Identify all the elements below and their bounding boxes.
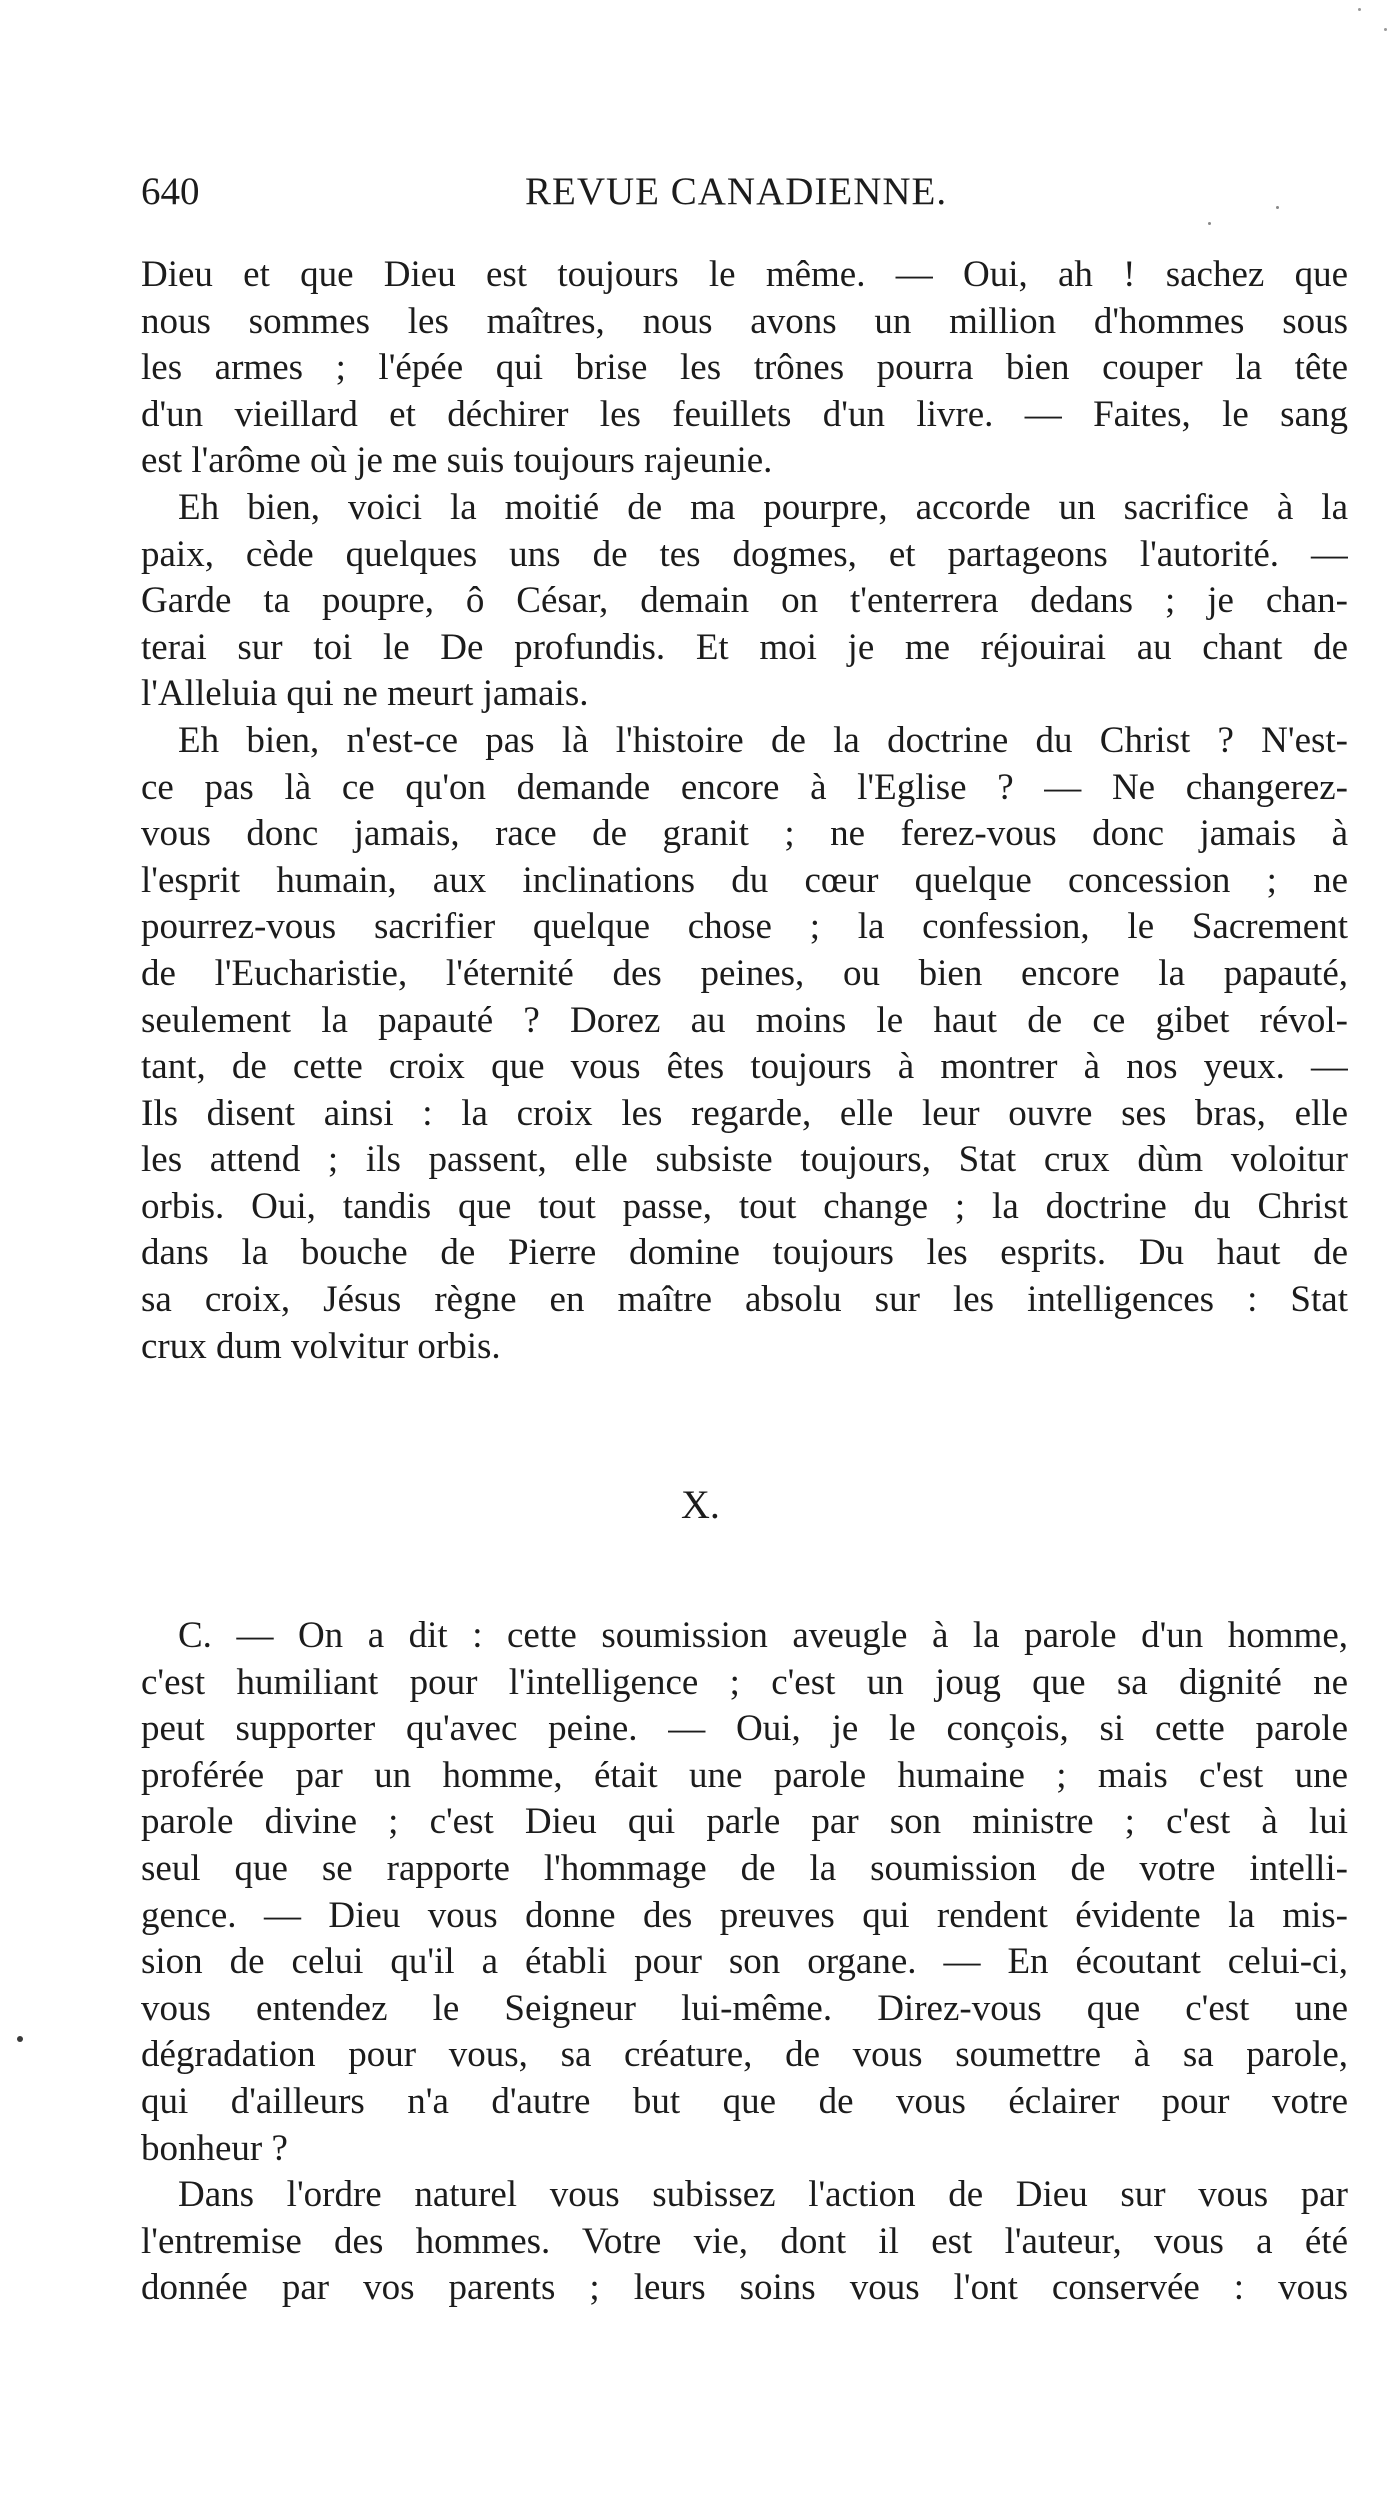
text-line: est l'arôme où je me suis toujours rajeunie. [141,440,773,482]
text-line: terai sur toi le De profundis. Et moi je me réjouirai au chant de [141,626,1348,668]
text-line: orbis. Oui, tandis que tout passe, tout change ; la doctrine du Christ [141,1185,1348,1227]
text-line: nous sommes les maîtres, nous avons un million d'hommes sous [141,300,1348,342]
text-line: C. — On a dit : cette soumission aveugle à la parole d'un homme, [178,1615,1348,1656]
text-line: Garde ta poupre, ô César, demain on t'enterrera dedans ; je chan- [141,580,1348,622]
text-line: donnée par vos parents ; leurs soins vous l'ont conservée : vous [141,2267,1348,2309]
text-line: l'Alleluia qui ne meurt jamais. [141,673,589,715]
text-line: vous donc jamais, race de granit ; ne ferez-vous donc jamais à [141,813,1348,855]
text-line: crux dum volvitur orbis. [141,1325,501,1367]
page-number: 640 [141,170,200,213]
text-line: dans la bouche de Pierre domine toujours les esprits. Du haut de [141,1232,1348,1274]
text-line: seul que se rapporte l'hommage de la soumission de votre intelli- [141,1847,1348,1889]
text-line: les attend ; ils passent, elle subsiste toujours, Stat crux dùm voloitur [141,1139,1348,1181]
ink-speck [1358,8,1361,11]
text-line: Ils disent ainsi : la croix les regarde, elle leur ouvre ses bras, elle [141,1092,1348,1134]
text-line: seulement la papauté ? Dorez au moins le haut de ce gibet révol- [141,999,1348,1041]
text-line: parole divine ; c'est Dieu qui parle par son ministre ; c'est à lui [141,1801,1348,1843]
text-line: sa croix, Jésus règne en maître absolu sur les intelligences : Stat [141,1279,1348,1321]
text-block-before [141,252,1348,1370]
text-line: l'entremise des hommes. Votre vie, dont il est l'auteur, vous a été [141,2220,1348,2262]
text-line: gence. — Dieu vous donne des preuves qui rendent évidente la mis- [141,1894,1348,1936]
text-line: Dieu et que Dieu est toujours le même. — Oui, ah ! sachez que [141,254,1348,295]
text-line: pourrez-vous sacrifier quelque chose ; la confession, le Sacrement [141,906,1348,948]
text-line: vous entendez le Seigneur lui-même. Direz-vous que c'est une [141,1987,1348,2029]
text-line: sion de celui qu'il a établi pour son organe. — En écoutant celui-ci, [141,1941,1348,1983]
section-heading: X. [681,1482,720,1527]
text-line: paix, cède quelques uns de tes dogmes, et partageons l'autorité. — [141,533,1348,575]
text-line: bonheur ? [141,2127,288,2169]
text-line: tant, de cette croix que vous êtes toujours à montrer à nos yeux. — [141,1046,1348,1088]
text-line: Eh bien, voici la moitié de ma pourpre, accorde un sacrifice à la [178,486,1348,528]
text-line: Eh bien, n'est-ce pas là l'histoire de la doctrine du Christ ? N'est- [178,719,1348,761]
text-line: ce pas là ce qu'on demande encore à l'Eglise ? — Ne changerez- [141,766,1348,808]
text-block-after [141,1613,1348,2312]
text-line: l'esprit humain, aux inclinations du cœur quelque concession ; ne [141,859,1348,901]
text-line: proférée par un homme, était une parole humaine ; mais c'est une [141,1754,1348,1796]
text-line: Dans l'ordre naturel vous subissez l'action de Dieu sur vous par [178,2174,1348,2216]
text-line: qui d'ailleurs n'a d'autre but que de vous éclairer pour votre [141,2080,1348,2122]
ink-speck [1208,222,1211,225]
ink-speck [1276,206,1279,209]
text-line: de l'Eucharistie, l'éternité des peines, ou bien encore la papauté, [141,952,1348,994]
page-header [141,168,1348,216]
text-line: c'est humiliant pour l'intelligence ; c'est un joug que sa dignité ne [141,1661,1348,1703]
running-title: REVUE CANADIENNE. [525,170,948,213]
text-line: peut supporter qu'avec peine. — Oui, je le conçois, si cette parole [141,1708,1348,1750]
text-line: d'un vieillard et déchirer les feuillets d'un livre. — Faites, le sang [141,393,1348,435]
ink-speck [17,2036,23,2042]
text-line: dégradation pour vous, sa créature, de vous soumettre à sa parole, [141,2034,1348,2076]
text-line: les armes ; l'épée qui brise les trônes pourra bien couper la tête [141,347,1348,389]
ink-speck [1384,28,1387,31]
